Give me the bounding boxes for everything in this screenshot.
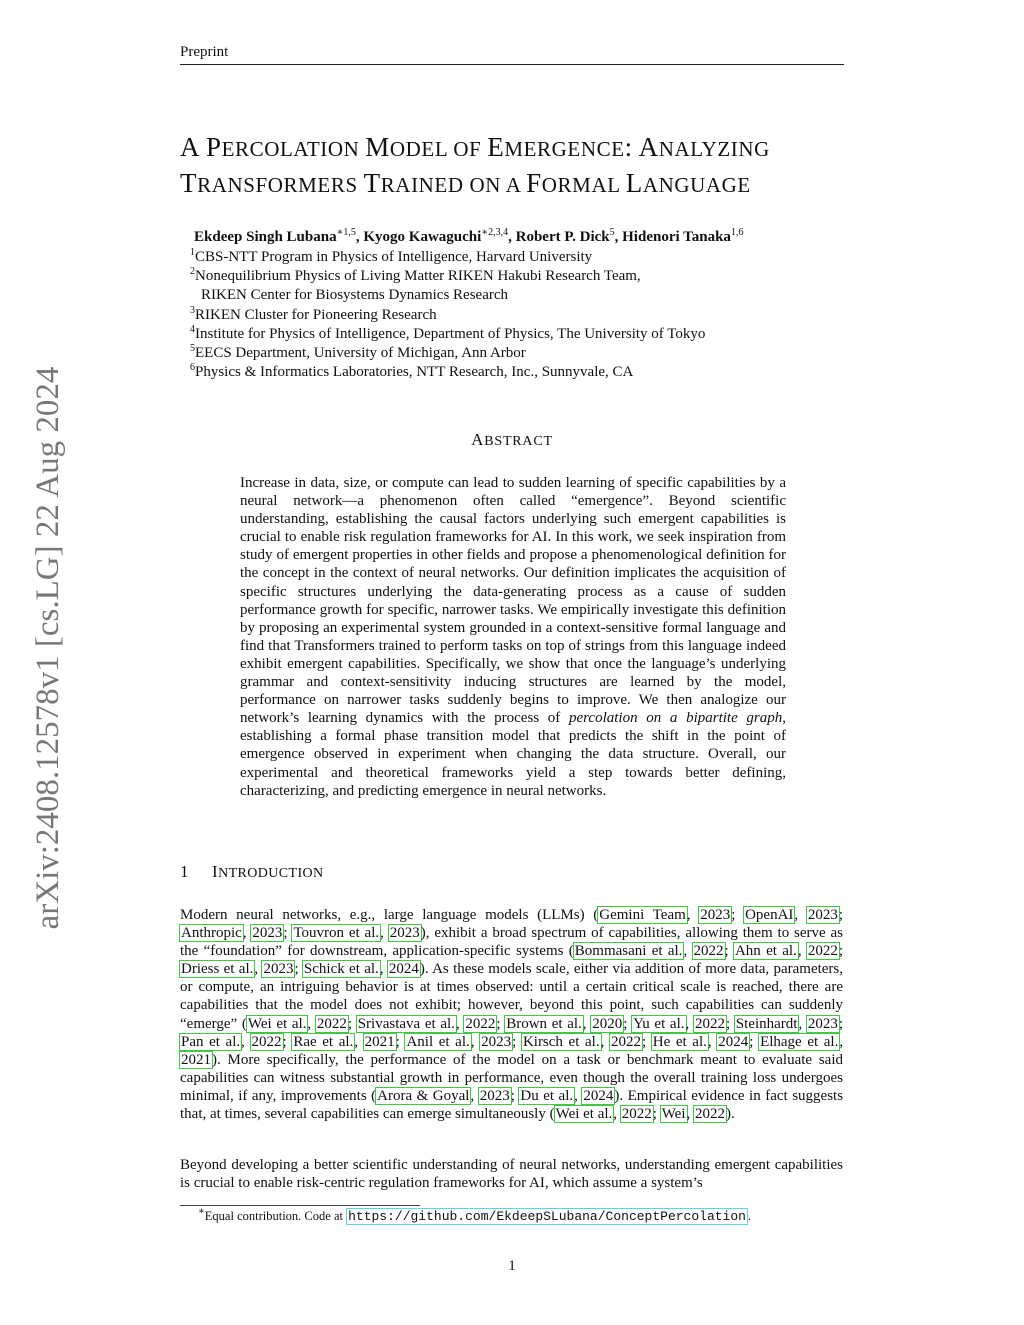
affiliation-text: RIKEN Cluster for Pioneering Research (195, 306, 437, 323)
page-number: 1 (508, 1258, 516, 1274)
author-name: Hidenori Tanaka (622, 229, 731, 245)
citation-link[interactable]: Schick et al. (303, 961, 379, 978)
affiliation-text: Institute for Physics of Intelligence, Department of Physics, The University of Tokyo (195, 325, 706, 342)
text-run: ; (496, 1015, 506, 1032)
text-run: L (625, 168, 643, 198)
text-run: , (613, 1106, 621, 1123)
text-run: ; (512, 1033, 522, 1050)
text-run: , (683, 943, 693, 960)
author-list (194, 228, 874, 246)
author-affiliation-marks: 5 (609, 227, 615, 238)
affiliation-line (190, 286, 860, 305)
text-run: , (600, 1033, 610, 1050)
citation-link[interactable]: 2022 (251, 1033, 282, 1050)
citation-link[interactable]: Pan et al. (181, 1033, 241, 1050)
citation-link[interactable]: 2023 (807, 1015, 838, 1032)
text-run: T (180, 168, 198, 198)
citation-link[interactable]: Bommasani et al. (574, 943, 683, 960)
footnote-rule (180, 1205, 420, 1206)
citation-link[interactable]: Rae et al. (293, 1033, 354, 1050)
citation-link[interactable]: Anthropic (181, 925, 242, 942)
small-caps-text: BSTRACT (484, 434, 553, 449)
citation-link[interactable]: Driess et al. (181, 961, 254, 978)
text-run: I (212, 862, 219, 881)
text-run: ; (282, 1033, 293, 1050)
text-run: F (526, 168, 542, 198)
text-run: T (363, 168, 381, 198)
author-separator: , (614, 229, 623, 245)
text-run: ; (838, 1015, 844, 1032)
text-run: E (487, 132, 505, 162)
text-run: A (180, 132, 206, 162)
title-line-1 (180, 130, 860, 166)
affiliation-list (190, 248, 860, 382)
citation-link[interactable]: Kirsch et al. (522, 1033, 600, 1050)
text-run: ), exhibit a broad spectrum of capabilities, allowing them to serve as the “foundation” for downstream, application-specific systems ( (180, 925, 844, 960)
text-run: , (354, 1033, 364, 1050)
text-run: ; (347, 1015, 357, 1032)
small-caps-text: MERGENCE (504, 137, 625, 161)
author-affiliation-marks: 1,6 (730, 227, 744, 238)
citation-link[interactable]: Wei et al. (555, 1106, 613, 1123)
text-run: A (471, 430, 485, 449)
text-run: , (254, 961, 263, 978)
section-heading-introduction (180, 862, 324, 882)
citation-link[interactable]: 2021 (181, 1051, 211, 1068)
affiliation-text: Physics & Informatics Laboratories, NTT Research, Inc., Sunnyvale, CA (195, 364, 634, 381)
small-caps-text: ORMAL (541, 173, 626, 197)
text-run: ; (731, 907, 745, 923)
affiliation-number: 6 (190, 362, 195, 374)
affiliation-line (190, 306, 860, 325)
citation-link[interactable]: Arora & Goyal (377, 1087, 470, 1104)
affiliation-number: 3 (190, 304, 195, 316)
running-head: Preprint (180, 44, 229, 60)
citation-link[interactable]: Wei et al. (247, 1015, 307, 1032)
citation-link[interactable]: 2023 (252, 925, 283, 942)
citation-link[interactable]: Brown et al. (506, 1015, 582, 1032)
text-run: ). More specifically, the performance of the model on a task or benchmark meant to evaluate said capabilities can witness substantial growth in performance, even though the overall training loss undergoes minimal, if any, improvements ( (180, 1051, 843, 1104)
citation-link[interactable]: 2023 (389, 925, 420, 942)
section-number: 1 (180, 862, 189, 881)
citation-link[interactable]: 2021 (364, 1033, 395, 1050)
citation-link[interactable]: Wei (661, 1106, 686, 1123)
text-run: ; (623, 1015, 633, 1032)
text-run: , (582, 1015, 592, 1032)
text-run: ; (395, 1033, 406, 1050)
small-caps-text: RAINED ON A (380, 173, 527, 197)
text-run: , (455, 1015, 465, 1032)
affiliation-line (190, 267, 860, 286)
abstract-heading (0, 430, 1024, 450)
author-separator: , (508, 229, 516, 245)
text-run: Increase in data, size, or compute can lead to sudden learning of specific capabilities by a neural network—a phenomenon often called “emergence”. Beyond scientific understanding, establishing the causal factors underlying such emergent capabilities is crucial to enable risk regulation frameworks for AI. In this work, we seek inspiration from study of emergent properties in other fields and propose a phenomenological definition for the concept in the context of neural networks. Our definition implicates the acquisition of specific structures underlying the data-generating process as a cause of sudden performance growth for specific, narrower tasks. We empirically investigate this definition by proposing an experimental system grounded in a context-sensitive formal language and find that Transformers trained to perform tasks on top of strings from this language indeed exhibit emergent capabilities. Specifically, we show that once the language’s underlying grammar and context-sensitivity inducing structures are learned by the model, performance on narrower tasks suddenly begins to improve. We then analogize our network’s learning dynamics with the process of (240, 475, 786, 727)
citation-link[interactable]: 2024 (718, 1033, 749, 1050)
citation-link[interactable]: 2022 (807, 943, 838, 960)
text-run: , (242, 925, 252, 942)
citation-link[interactable]: 2024 (583, 1087, 614, 1104)
citation-link[interactable]: Gemini Team (599, 907, 686, 923)
citation-link[interactable]: He et al. (652, 1033, 707, 1050)
author-name: Robert P. Dick (515, 229, 610, 245)
text-run: ; (724, 943, 734, 960)
affiliation-line (190, 363, 860, 382)
text-run: , (798, 1015, 807, 1032)
affiliation-line (190, 248, 860, 267)
footnote (198, 1206, 752, 1224)
intro-paragraph-1 (180, 906, 843, 1123)
affiliation-text: CBS-NTT Program in Physics of Intelligence, Harvard University (195, 249, 593, 265)
author-affiliation-marks: ∗2,3,4 (481, 227, 509, 238)
text-run: ; (838, 907, 844, 923)
affiliation-line (190, 325, 860, 344)
citation-link[interactable]: 2022 (610, 1033, 641, 1050)
citation-link[interactable]: 2023 (479, 1087, 510, 1104)
citation-link[interactable]: Srivastava et al. (357, 1015, 455, 1032)
affiliation-number: 2 (190, 266, 195, 278)
small-caps-text: NALYZING (658, 137, 770, 161)
text-run: ). As these models scale, either via addition of more data, parameters, or compute, an intriguing behavior is at times observed: until a certain critical scale is reached, there are capabilities that the model does not exhibit; however, beyond this point, such capabilities can suddenly “emerge” ( (180, 961, 844, 1032)
abstract-body (240, 474, 786, 800)
intro-paragraph-2: Beyond developing a better scientific understanding of neural networks, understanding emergent capabilities is crucial to enable risk-centric regulation frameworks for AI, which assume a system’s (180, 1157, 843, 1192)
affiliation-number: 4 (190, 323, 195, 335)
citation-link[interactable]: 2023 (807, 907, 838, 923)
text-run: , (797, 943, 807, 960)
text-run: , (307, 1015, 316, 1032)
citation-link[interactable]: Anil et al. (406, 1033, 470, 1050)
author-affiliation-marks: ∗1,5 (336, 227, 356, 238)
text-run: ; (510, 1087, 520, 1104)
text-run: , (574, 1087, 583, 1104)
small-caps-text: ANGUAGE (642, 173, 751, 197)
citation-link[interactable]: Touvron et al. (293, 925, 380, 942)
paper-title (180, 130, 860, 202)
text-run: , (470, 1087, 479, 1104)
text-run: ). Empirical evidence in fact suggests that, at times, several capabilities can emerge simultaneously ( (180, 1087, 844, 1123)
citation-link[interactable]: 2022 (693, 943, 724, 960)
citation-link[interactable]: Ahn et al. (734, 943, 797, 960)
text-run: , (380, 925, 389, 942)
affiliation-text: RIKEN Center for Biosystems Dynamics Research (201, 287, 509, 304)
citation-link[interactable]: Du et al. (520, 1087, 574, 1104)
text-run: , (686, 907, 700, 923)
text-run: Modern neural networks, e.g., large language models (LLMs) ( (180, 907, 599, 923)
affiliation-number: 5 (190, 343, 195, 355)
affiliation-number: 1 (190, 247, 195, 258)
citation-link[interactable]: Steinhardt (735, 1015, 798, 1032)
citation-link[interactable]: 2024 (388, 961, 419, 978)
arxiv-identifier-stamp[interactable]: arXiv:2408.12578v1 [cs.LG] 22 Aug 2024 (30, 366, 66, 930)
citation-link[interactable]: 2022 (621, 1106, 652, 1123)
text-run: ). (726, 1106, 735, 1123)
text-run: P (205, 132, 222, 162)
emphasis-text: percolation on a bipartite graph (568, 710, 783, 727)
text-run: ; (294, 961, 303, 978)
text-run: , (794, 907, 807, 923)
header-rule (180, 64, 844, 65)
citation-link[interactable]: 2023 (481, 1033, 512, 1050)
author-name: Kyogo Kawaguchi (363, 229, 482, 245)
text-run: : (624, 132, 639, 162)
title-line-2 (180, 166, 860, 202)
citation-link[interactable]: 2022 (694, 1015, 725, 1032)
code-url-link[interactable]: https://github.com/EkdeepSLubana/ConceptPercolation (348, 1209, 746, 1224)
citation-link[interactable]: 2022 (316, 1015, 347, 1032)
text-run: ; (838, 943, 844, 960)
footnote-trail: . (747, 1209, 752, 1223)
text-run: , establishing a formal phase transition model that predicts the shift in the point of emergence observed in experiment when changing the data structure. Overall, our experimental and theoretical frameworks yield a step towards better defining, characterizing, and predicting emergence in neural networks. (240, 710, 787, 799)
text-run: M (365, 132, 390, 162)
citation-link[interactable]: 2022 (695, 1106, 726, 1123)
text-run: A (638, 132, 659, 162)
text-run: , (685, 1015, 694, 1032)
text-run: , (379, 961, 388, 978)
text-run: ; (725, 1015, 735, 1032)
small-caps-text: NTRODUCTION (218, 866, 324, 881)
affiliation-text: Nonequilibrium Physics of Living Matter RIKEN Hakubi Research Team, (195, 268, 641, 285)
text-run: , (707, 1033, 718, 1050)
text-run: , (839, 1033, 844, 1050)
citation-link[interactable]: Elhage et al. (760, 1033, 839, 1050)
affiliation-line (190, 344, 860, 363)
small-caps-text: RANSFORMERS (197, 173, 364, 197)
author-separator: , (355, 229, 364, 245)
citation-link[interactable]: 2020 (592, 1015, 623, 1032)
citation-link[interactable]: Yu et al. (633, 1015, 685, 1032)
citation-link[interactable]: 2023 (263, 961, 294, 978)
section-title (212, 862, 324, 881)
citation-link[interactable]: OpenAI (745, 907, 794, 923)
text-run: ; (641, 1033, 652, 1050)
text-run: ; (749, 1033, 760, 1050)
citation-link[interactable]: 2023 (700, 907, 731, 923)
text-run: ; (283, 925, 293, 942)
footnote-mark: ∗ (198, 1206, 205, 1217)
text-run: , (241, 1033, 251, 1050)
author-name: Ekdeep Singh Lubana (194, 229, 337, 245)
affiliation-text: EECS Department, University of Michigan, Ann Arbor (195, 345, 526, 362)
footnote-text: Equal contribution. Code at (204, 1209, 347, 1223)
citation-link[interactable]: 2022 (465, 1015, 496, 1032)
small-caps-text: ERCOLATION (221, 137, 366, 161)
small-caps-text: ODEL OF (389, 137, 488, 161)
text-run: ; (652, 1106, 661, 1123)
text-run: , (470, 1033, 481, 1050)
text-run: , (686, 1106, 695, 1123)
